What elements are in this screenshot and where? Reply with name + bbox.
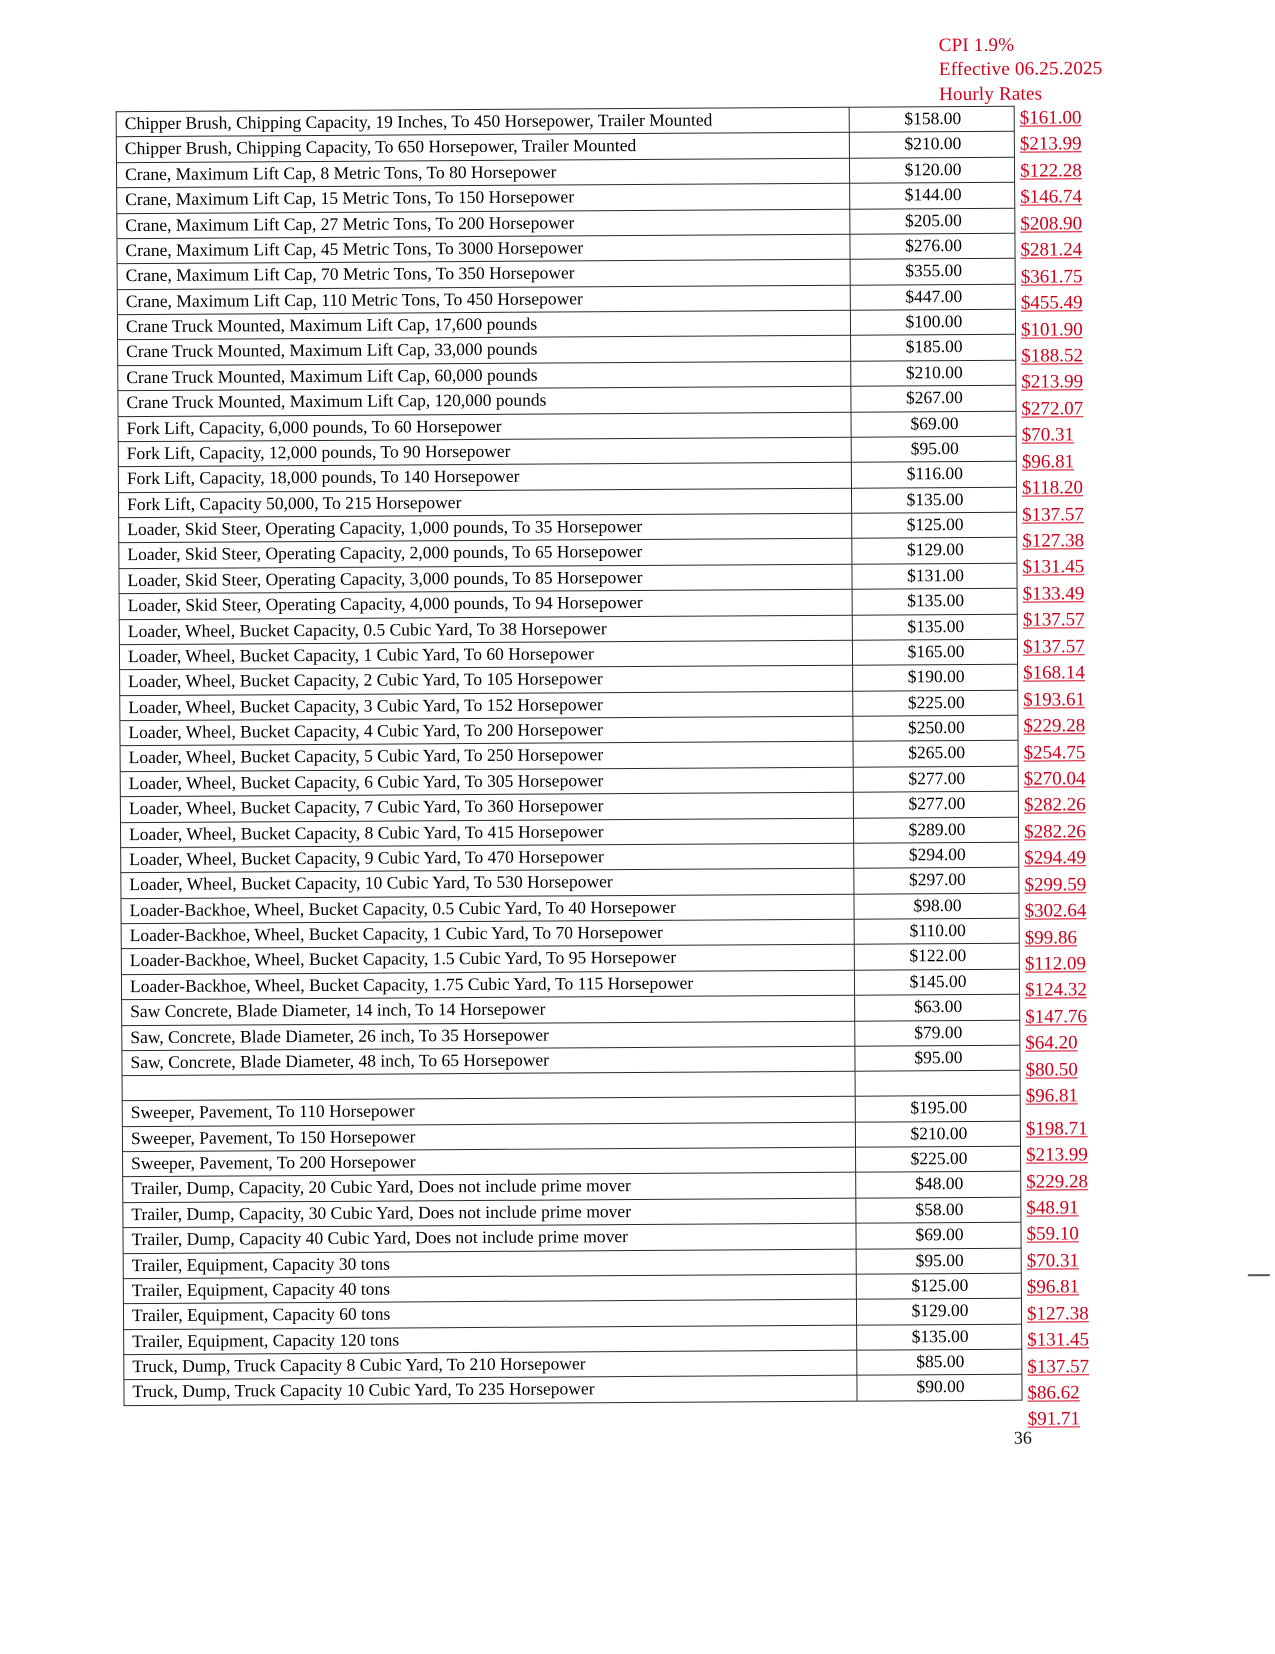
new-rate: $96.81 <box>1025 1085 1079 1107</box>
previous-rate: $267.00 <box>851 385 1016 411</box>
new-rate: $70.31 <box>1026 1250 1080 1272</box>
new-rate: $272.07 <box>1021 398 1084 420</box>
new-rate: $270.04 <box>1023 768 1086 790</box>
new-rate: $137.57 <box>1022 503 1084 526</box>
effective-date-label: Effective 06.25.2025 <box>938 58 1103 81</box>
equipment-description: Crane Truck Mounted, Maximum Lift Cap, 33,000 pounds <box>118 336 851 366</box>
equipment-description: Crane, Maximum Lift Cap, 110 Metric Tons, To 450 Horsepower <box>117 285 850 315</box>
equipment-description: Chipper Brush, Chipping Capacity, 19 Inches, To 450 Horsepower, Trailer Mounted <box>116 107 849 137</box>
new-rate: $213.99 <box>1025 1144 1088 1166</box>
new-rate: $282.26 <box>1023 794 1086 817</box>
previous-rate: $277.00 <box>853 791 1018 817</box>
equipment-description: Loader, Wheel, Bucket Capacity, 8 Cubic Yard, To 415 Horsepower <box>121 818 854 848</box>
previous-rate: $95.00 <box>855 1045 1020 1071</box>
new-rate: $131.45 <box>1022 556 1085 579</box>
previous-rate: $205.00 <box>850 208 1015 234</box>
equipment-description: Crane, Maximum Lift Cap, 15 Metric Tons, To 150 Horsepower <box>117 183 850 213</box>
previous-rate: $135.00 <box>852 588 1017 614</box>
new-rate: $188.52 <box>1021 345 1083 367</box>
previous-rate: $58.00 <box>856 1197 1021 1223</box>
previous-rate: $225.00 <box>856 1146 1021 1172</box>
new-rate: $213.99 <box>1021 371 1084 394</box>
equipment-description: Trailer, Equipment, Capacity 120 tons <box>124 1325 857 1355</box>
equipment-description: Loader-Backhoe, Wheel, Bucket Capacity, 1.75 Cubic Yard, To 115 Horsepower <box>121 970 854 1000</box>
equipment-description: Crane, Maximum Lift Cap, 45 Metric Tons, To 3000 Horsepower <box>117 234 850 264</box>
equipment-description: Crane, Maximum Lift Cap, 70 Metric Tons, To 350 Horsepower <box>117 259 850 289</box>
new-rate: $282.26 <box>1024 821 1086 843</box>
previous-rate: $135.00 <box>857 1324 1022 1350</box>
equipment-description: Trailer, Dump, Capacity 40 Cubic Yard, Does not include prime mover <box>123 1223 856 1253</box>
new-rate: $146.74 <box>1020 186 1083 208</box>
previous-rate: $144.00 <box>850 182 1015 208</box>
previous-rate: $297.00 <box>854 867 1019 893</box>
previous-rate: $63.00 <box>855 994 1020 1020</box>
previous-rate: $69.00 <box>851 411 1016 437</box>
previous-rate: $48.00 <box>856 1172 1021 1198</box>
new-rate: $101.90 <box>1020 318 1083 341</box>
equipment-description: Crane, Maximum Lift Cap, 27 Metric Tons, To 200 Horsepower <box>117 209 850 239</box>
equipment-description: Truck, Dump, Truck Capacity 10 Cubic Yard, To 235 Horsepower <box>124 1376 857 1406</box>
equipment-description: Loader, Wheel, Bucket Capacity, 0.5 Cubic Yard, To 38 Horsepower <box>119 615 852 645</box>
previous-rate: $185.00 <box>851 335 1016 361</box>
equipment-description: Crane Truck Mounted, Maximum Lift Cap, 60,000 pounds <box>118 361 851 391</box>
previous-rate: $95.00 <box>851 436 1016 462</box>
new-rate: $168.14 <box>1023 662 1085 684</box>
page-number: 36 <box>1013 1427 1032 1448</box>
previous-rate: $131.00 <box>852 563 1017 589</box>
new-rate: $361.75 <box>1020 265 1083 288</box>
previous-rate: $250.00 <box>853 715 1018 741</box>
new-rate: $161.00 <box>1019 107 1082 129</box>
previous-rate: $79.00 <box>855 1020 1020 1046</box>
new-rate: $99.86 <box>1024 926 1078 949</box>
new-rate: $302.64 <box>1024 900 1087 922</box>
new-rate: $147.76 <box>1025 1006 1088 1028</box>
equipment-description: Loader, Wheel, Bucket Capacity, 2 Cubic Yard, To 105 Horsepower <box>120 665 853 695</box>
previous-rate: $129.00 <box>856 1298 1021 1324</box>
equipment-description: Trailer, Dump, Capacity, 20 Cubic Yard, Does not include prime mover <box>123 1173 856 1203</box>
new-rate: $80.50 <box>1025 1059 1078 1081</box>
new-rate: $229.28 <box>1023 715 1086 737</box>
equipment-description: Loader, Wheel, Bucket Capacity, 7 Cubic Yard, To 360 Horsepower <box>120 792 853 822</box>
equipment-description: Loader, Wheel, Bucket Capacity, 10 Cubic Yard, To 530 Horsepower <box>121 868 854 898</box>
new-rate: $229.28 <box>1026 1170 1089 1193</box>
new-rate: $122.28 <box>1019 160 1082 182</box>
new-rate: $64.20 <box>1025 1032 1078 1054</box>
previous-rate: $125.00 <box>856 1273 1021 1299</box>
previous-rate: $195.00 <box>855 1095 1020 1121</box>
previous-rate: $90.00 <box>857 1375 1022 1401</box>
previous-rate: $294.00 <box>854 842 1019 868</box>
equipment-description: Saw, Concrete, Blade Diameter, 26 inch, To 35 Horsepower <box>122 1021 855 1051</box>
new-rate: $294.49 <box>1024 847 1087 869</box>
new-rate: $213.99 <box>1019 133 1082 156</box>
equipment-description: Trailer, Dump, Capacity, 30 Cubic Yard, Does not include prime mover <box>123 1198 856 1228</box>
previous-rate: $210.00 <box>851 360 1016 386</box>
new-rate: $96.81 <box>1026 1276 1080 1298</box>
previous-rate: $129.00 <box>852 538 1017 564</box>
new-rate: $127.38 <box>1022 530 1085 552</box>
equipment-description: Loader, Wheel, Bucket Capacity, 5 Cubic Yard, To 250 Horsepower <box>120 742 853 772</box>
equipment-description: Crane Truck Mounted, Maximum Lift Cap, 17,600 pounds <box>117 310 850 340</box>
equipment-description: Trailer, Equipment, Capacity 40 tons <box>123 1274 856 1304</box>
equipment-description: Fork Lift, Capacity 50,000, To 215 Horsepower <box>118 488 851 518</box>
new-rate: $127.38 <box>1026 1302 1089 1325</box>
new-rate: $131.45 <box>1027 1329 1089 1351</box>
new-rate: $70.31 <box>1021 424 1074 446</box>
equipment-description: Crane Truck Mounted, Maximum Lift Cap, 120,000 pounds <box>118 386 851 416</box>
new-rate: $86.62 <box>1027 1382 1080 1404</box>
previous-rate: $110.00 <box>854 918 1019 944</box>
equipment-description: Loader-Backhoe, Wheel, Bucket Capacity, 1 Cubic Yard, To 70 Horsepower <box>121 919 854 949</box>
equipment-description: Loader, Wheel, Bucket Capacity, 1 Cubic Yard, To 60 Horsepower <box>119 640 852 670</box>
equipment-description: Crane, Maximum Lift Cap, 8 Metric Tons, To 80 Horsepower <box>116 158 849 188</box>
equipment-description: Loader, Wheel, Bucket Capacity, 4 Cubic Yard, To 200 Horsepower <box>120 716 853 746</box>
new-rate: $198.71 <box>1025 1117 1088 1140</box>
previous-rate: $122.00 <box>854 944 1019 970</box>
previous-rate: $276.00 <box>850 233 1015 259</box>
new-rate: $455.49 <box>1020 292 1083 314</box>
new-rate: $91.71 <box>1027 1408 1080 1431</box>
previous-rate: $289.00 <box>853 817 1018 843</box>
previous-rate: $225.00 <box>853 690 1018 716</box>
previous-rate: $98.00 <box>854 893 1019 919</box>
new-rate: $133.49 <box>1022 583 1085 605</box>
equipment-description: Loader, Wheel, Bucket Capacity, 3 Cubic Yard, To 152 Horsepower <box>120 691 853 721</box>
previous-rate: $116.00 <box>851 461 1016 487</box>
hourly-rates-label: Hourly Rates <box>938 83 1043 105</box>
new-rate: $137.57 <box>1022 636 1085 658</box>
previous-rate: $355.00 <box>850 258 1015 284</box>
equipment-description: Loader, Wheel, Bucket Capacity, 6 Cubic Yard, To 305 Horsepower <box>120 767 853 797</box>
equipment-rate-table <box>116 106 1023 1406</box>
previous-rate: $210.00 <box>849 132 1014 158</box>
new-rate-column <box>1020 105 1178 1434</box>
equipment-description: Sweeper, Pavement, To 200 Horsepower <box>123 1147 856 1177</box>
equipment-description: Chipper Brush, Chipping Capacity, To 650 Horsepower, Trailer Mounted <box>116 133 849 163</box>
gap-cell <box>855 1070 1020 1096</box>
previous-rate: $145.00 <box>854 969 1019 995</box>
new-rate: $112.09 <box>1024 953 1086 975</box>
equipment-description: Loader-Backhoe, Wheel, Bucket Capacity, 1.5 Cubic Yard, To 95 Horsepower <box>121 945 854 975</box>
equipment-description: Saw, Concrete, Blade Diameter, 48 inch, To 65 Horsepower <box>122 1046 855 1076</box>
new-rate: $124.32 <box>1024 979 1087 1002</box>
previous-rate: $165.00 <box>852 639 1017 665</box>
new-rate: $118.20 <box>1021 477 1084 499</box>
previous-rate: $210.00 <box>855 1121 1020 1147</box>
previous-rate: $190.00 <box>853 664 1018 690</box>
previous-rate: $277.00 <box>853 766 1018 792</box>
equipment-description: Loader, Skid Steer, Operating Capacity, 1,000 pounds, To 35 Horsepower <box>119 513 852 543</box>
header-annotation <box>939 33 1103 107</box>
equipment-description: Loader, Skid Steer, Operating Capacity, 3,000 pounds, To 85 Horsepower <box>119 564 852 594</box>
previous-rate: $135.00 <box>851 487 1016 513</box>
previous-rate: $125.00 <box>852 512 1017 538</box>
equipment-description: Loader, Wheel, Bucket Capacity, 9 Cubic Yard, To 470 Horsepower <box>121 843 854 873</box>
new-rate: $193.61 <box>1023 688 1086 711</box>
equipment-description: Loader, Skid Steer, Operating Capacity, 2,000 pounds, To 65 Horsepower <box>119 539 852 569</box>
equipment-description: Sweeper, Pavement, To 150 Horsepower <box>122 1122 855 1152</box>
previous-rate: $447.00 <box>850 284 1015 310</box>
previous-rate: $120.00 <box>849 157 1014 183</box>
new-rate: $137.57 <box>1027 1355 1090 1378</box>
equipment-description: Loader-Backhoe, Wheel, Bucket Capacity, 0.5 Cubic Yard, To 40 Horsepower <box>121 894 854 924</box>
equipment-description: Fork Lift, Capacity, 6,000 pounds, To 60 Horsepower <box>118 412 851 442</box>
previous-rate: $135.00 <box>852 614 1017 640</box>
equipment-description: Fork Lift, Capacity, 18,000 pounds, To 140 Horsepower <box>118 462 851 492</box>
previous-rate: $100.00 <box>850 309 1015 335</box>
equipment-description: Truck, Dump, Truck Capacity 8 Cubic Yard, To 210 Horsepower <box>124 1350 857 1380</box>
previous-rate: $95.00 <box>856 1248 1021 1274</box>
previous-rate: $158.00 <box>849 106 1014 132</box>
new-rate: $59.10 <box>1026 1223 1079 1246</box>
previous-rate: $69.00 <box>856 1222 1021 1248</box>
new-rate: $137.57 <box>1022 609 1085 631</box>
equipment-description: Loader, Skid Steer, Operating Capacity, 4,000 pounds, To 94 Horsepower <box>119 589 852 619</box>
previous-rate: $85.00 <box>857 1349 1022 1375</box>
new-rate: $48.91 <box>1026 1197 1079 1219</box>
equipment-description: Trailer, Equipment, Capacity 30 tons <box>123 1249 856 1279</box>
new-rate: $254.75 <box>1023 741 1086 764</box>
new-rate: $281.24 <box>1020 239 1083 261</box>
table-row <box>124 1375 1022 1406</box>
previous-rate: $265.00 <box>853 741 1018 767</box>
equipment-description: Sweeper, Pavement, To 110 Horsepower <box>122 1096 855 1126</box>
new-rate: $208.90 <box>1020 213 1083 235</box>
cpi-label: CPI 1.9% <box>938 34 1015 57</box>
scan-edge-mark <box>1248 1274 1270 1276</box>
new-rate: $299.59 <box>1024 873 1087 896</box>
equipment-description: Saw Concrete, Blade Diameter, 14 inch, To 14 Horsepower <box>122 995 855 1025</box>
equipment-description: Trailer, Equipment, Capacity 60 tons <box>123 1299 856 1329</box>
new-rate: $96.81 <box>1021 451 1075 473</box>
equipment-description: Fork Lift, Capacity, 12,000 pounds, To 90 Horsepower <box>118 437 851 467</box>
